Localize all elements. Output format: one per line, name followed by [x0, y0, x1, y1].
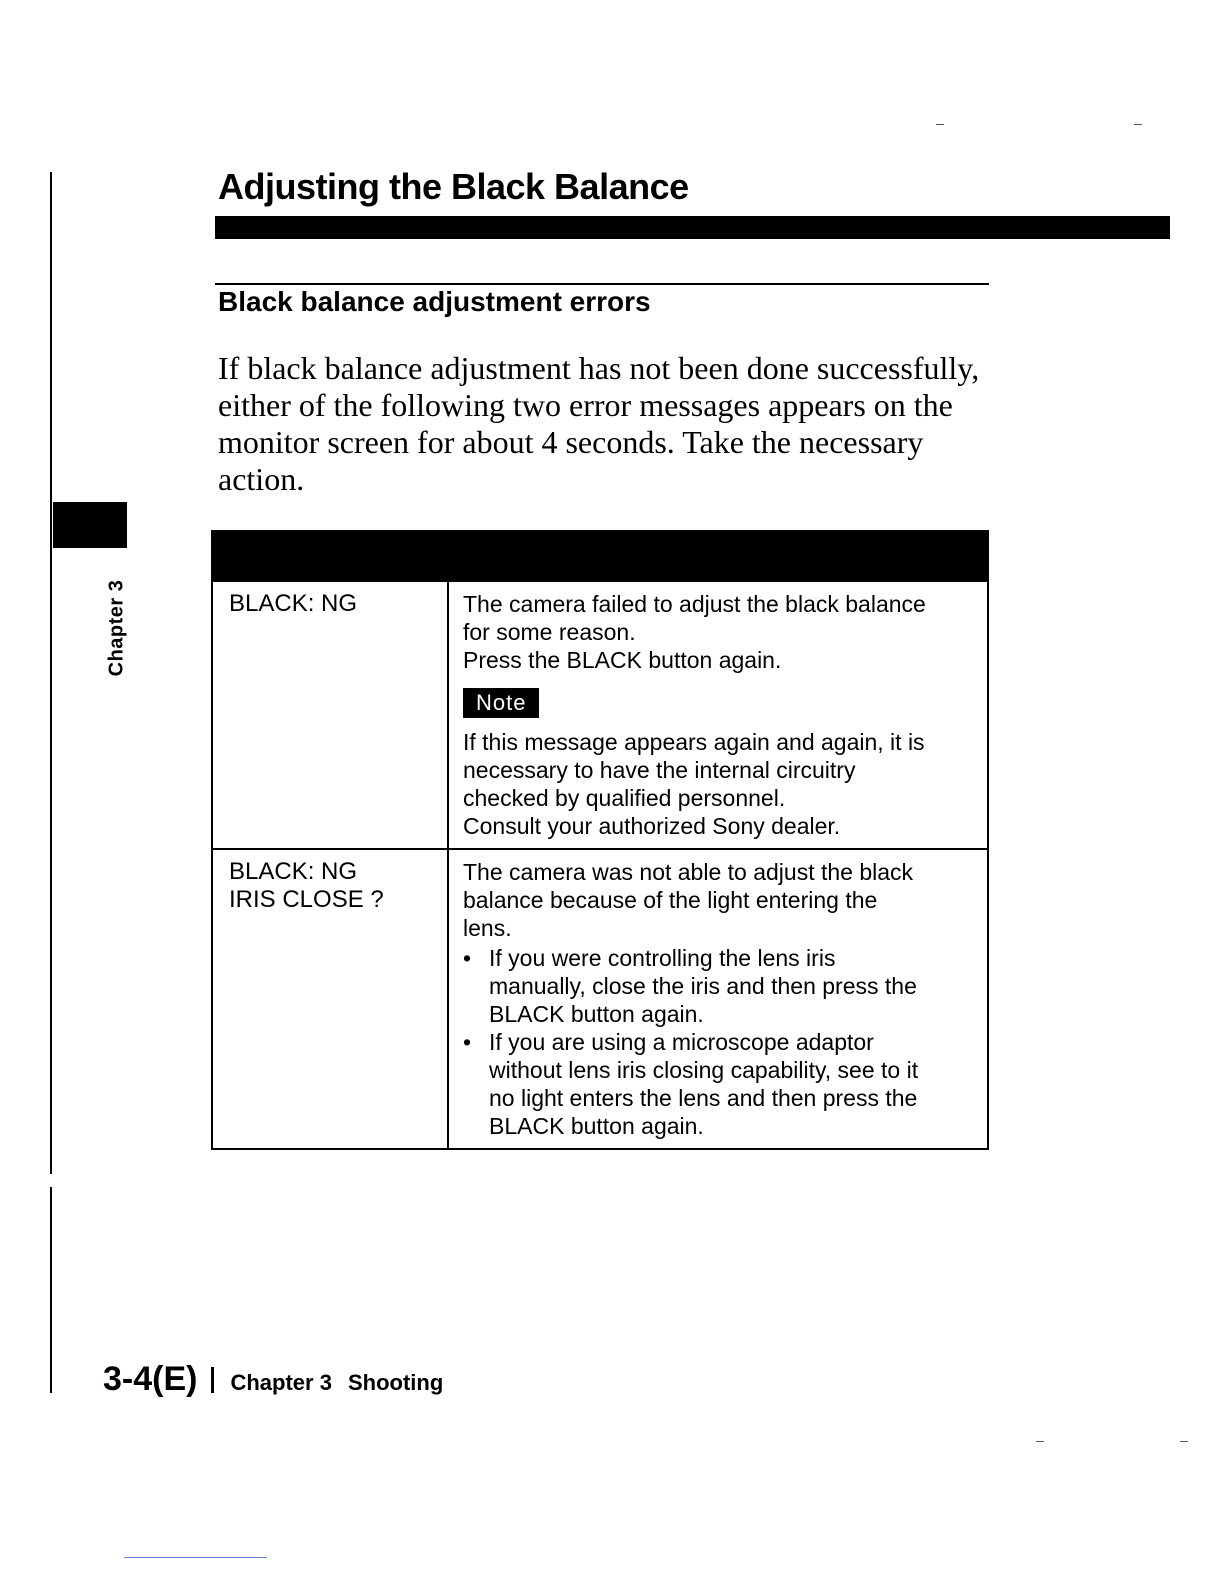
error-message-table	[211, 530, 989, 1150]
bullet-line: manually, close the iris and then press the	[489, 973, 917, 999]
description-line: lens.	[463, 915, 512, 941]
footer-chapter: Chapter 3	[230, 1370, 332, 1395]
note-badge: Note	[463, 688, 539, 718]
table-row	[212, 849, 988, 1149]
section-rule	[215, 283, 989, 285]
description-line: Press the BLACK button again.	[463, 647, 782, 673]
bullet-marker: •	[463, 1029, 472, 1055]
scan-mark	[1036, 1441, 1044, 1442]
note-line: necessary to have the internal circuitry	[463, 757, 856, 783]
page-footer	[103, 1360, 443, 1399]
description-line: for some reason.	[463, 619, 636, 645]
scan-edge-line	[124, 1557, 267, 1558]
action-bullet-list	[463, 944, 979, 1140]
description-line: balance because of the light entering the	[463, 887, 878, 913]
note-line: checked by qualified personnel.	[463, 785, 786, 811]
error-message-cell	[212, 849, 448, 1149]
title-underline-bar	[215, 216, 1170, 239]
section-heading: Black balance adjustment errors	[218, 286, 651, 317]
error-description-cell	[448, 849, 988, 1149]
bullet-line: BLACK button again.	[489, 1113, 704, 1139]
scan-mark	[1134, 124, 1142, 125]
chapter-tab-marker	[53, 502, 127, 548]
bullet-line: If you are using a microscope adaptor	[489, 1029, 874, 1055]
note-line: Consult your authorized Sony dealer.	[463, 813, 841, 839]
table-header-message	[212, 531, 448, 581]
description-line: The camera was not able to adjust the black	[463, 859, 914, 885]
table-row	[212, 581, 988, 849]
scan-mark	[1180, 1441, 1188, 1442]
error-message-text: BLACK: NG	[229, 858, 358, 885]
page-number: 3-4(E)	[103, 1360, 198, 1398]
page-title: Adjusting the Black Balance	[218, 166, 689, 207]
action-bullet	[463, 944, 979, 1028]
footer-separator	[211, 1367, 214, 1393]
table-header-meaning	[448, 531, 988, 581]
bullet-line: If you were controlling the lens iris	[489, 945, 836, 971]
error-message-text: IRIS CLOSE ?	[229, 886, 384, 913]
action-bullet	[463, 1028, 979, 1140]
bullet-line: BLACK button again.	[489, 1001, 704, 1027]
left-margin-rule-lower	[50, 1187, 52, 1393]
description-line: The camera failed to adjust the black balance	[463, 591, 926, 617]
bullet-line: without lens iris closing capability, see to it	[489, 1057, 919, 1083]
note-line: If this message appears again and again, it is	[463, 729, 925, 755]
error-message-cell	[212, 581, 448, 849]
intro-paragraph: If black balance adjustment has not been done successfully, either of the following two error messages appears on the monitor screen for about 4 seconds. Take the necessary action.	[218, 350, 980, 497]
chapter-side-label: Chapter 3	[105, 579, 128, 677]
error-message-text: BLACK: NG	[229, 590, 358, 617]
bullet-marker: •	[463, 945, 472, 971]
error-description-cell	[448, 581, 988, 849]
scan-mark	[936, 124, 944, 125]
table-header-row	[212, 531, 988, 581]
left-margin-rule	[50, 172, 52, 1174]
bullet-line: no light enters the lens and then press the	[489, 1085, 918, 1111]
footer-section: Shooting	[347, 1370, 444, 1395]
